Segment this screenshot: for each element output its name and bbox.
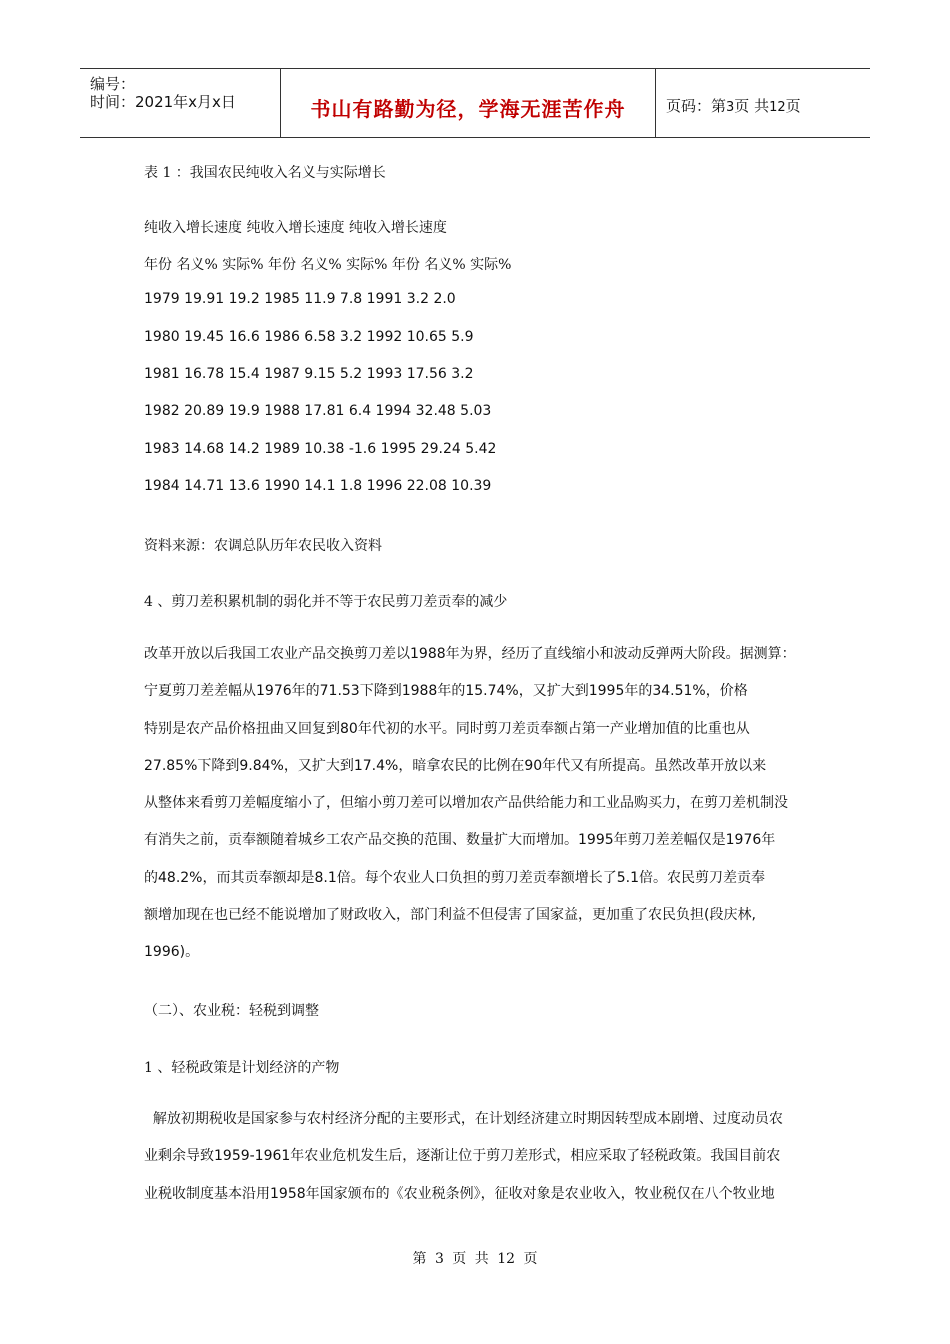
section-paragraph [144,636,820,972]
page-prefix: 页码：第 [666,97,727,115]
section-heading: （二）、农业税：轻税到调整 [144,1003,319,1019]
table-source: 资料来源：农调总队历年农民收入资料 [144,538,382,554]
paragraph-line: 27.85%下降到9.84%，又扩大到17.4%，暗拿农民的比例在90年代又有所提高。虽然改革开放以来 [144,757,767,774]
table-row: 1984 14.71 13.6 1990 14.1 1.8 1996 22.08 10.39 [144,478,492,494]
page-current: 3 [726,100,735,115]
paragraph-line: 额增加现在也已经不能说增加了财政收入，部门利益不但侵害了国家益，更加重了农民负担(段庆林, [144,907,756,924]
section-paragraph [144,1101,820,1213]
table-row: 1982 20.89 19.9 1988 17.81 6.4 1994 32.48 5.03 [144,403,492,419]
page-footer: 第 3 页 共 12 页 [412,1251,538,1267]
paragraph-line: 改革开放以后我国工农业产品交换剪刀差以1988年为界，经历了直线缩小和波动反弹两大阶段。据测算： [144,646,796,662]
header-page-cell [656,69,870,137]
table-row: 1981 16.78 15.4 1987 9.15 5.2 1993 17.56 3.2 [144,366,474,382]
section-heading: 4 、剪刀差积累机制的弱化并不等于农民剪刀差贡奉的减少 [144,594,508,610]
header-motto: 书山有路勤为径，学海无涯苦作舟 [310,97,626,121]
paragraph-line: 业剩余导致1959-1961年农业危机发生后，逐渐让位于剪刀差形式，相应采取了轻税政策。我国目前农 [144,1148,781,1165]
paragraph-line: 业税收制度基本沿用1958年国家颁布的《农业税条例》，征收对象是农业收入，牧业税仅在八个牧业地 [144,1185,775,1202]
paragraph-line: 的48.2%，而其贡奉额却是8.1倍。每个农业人口负担的剪刀差贡奉额增长了5.1倍。农民剪刀差贡奉 [144,869,766,886]
paragraph-line: 有消失之前，贡奉额随着城乡工农产品交换的范围、数量扩大而增加。1995年剪刀差差幅仅是1976年 [144,832,776,849]
document-time-label: 时间：2021年x月x日 [90,93,236,111]
table-row: 1980 19.45 16.6 1986 6.58 3.2 1992 10.65 5.9 [144,329,474,345]
page-total: 12 [769,100,786,115]
page-suffix: 页 [785,97,801,115]
table-header-row-2: 年份 名义% 实际% 年份 名义% 实际% 年份 名义% 实际% [144,257,512,273]
paragraph-line: 1996)。 [144,944,200,961]
table-row: 1979 19.91 19.2 1985 11.9 7.8 1991 3.2 2.0 [144,291,456,307]
page-mid: 页 共 [734,97,770,115]
table-caption: 表 1 ：我国农民纯收入名义与实际增长 [144,165,386,181]
paragraph-line: 宁夏剪刀差差幅从1976年的71.53下降到1988年的15.74%，又扩大到1995年的34.51%，价格 [144,683,748,700]
subsection-heading: 1 、轻税政策是计划经济的产物 [144,1060,340,1076]
document-number-label: 编号： [90,75,136,93]
paragraph-line: 从整体来看剪刀差幅度缩小了，但缩小剪刀差可以增加农产品供给能力和工业品购买力，在剪刀差机制没 [144,795,788,812]
header-meta-cell [80,69,281,137]
table-header-row-1: 纯收入增长速度 纯收入增长速度 纯收入增长速度 [144,220,447,236]
paragraph-line: 特别是农产品价格扭曲又回复到80年代初的水平。同时剪刀差贡奉额占第一产业增加值的比重也从 [144,720,750,737]
table-row: 1983 14.68 14.2 1989 10.38 -1.6 1995 29.24 5.42 [144,441,497,457]
header-page-info [666,95,801,116]
header-motto-cell [281,69,656,137]
paragraph-line: 解放初期税收是国家参与农村经济分配的主要形式，在计划经济建立时期因转型成本剧增、过度动员农 [144,1111,783,1127]
page-header [80,68,870,138]
